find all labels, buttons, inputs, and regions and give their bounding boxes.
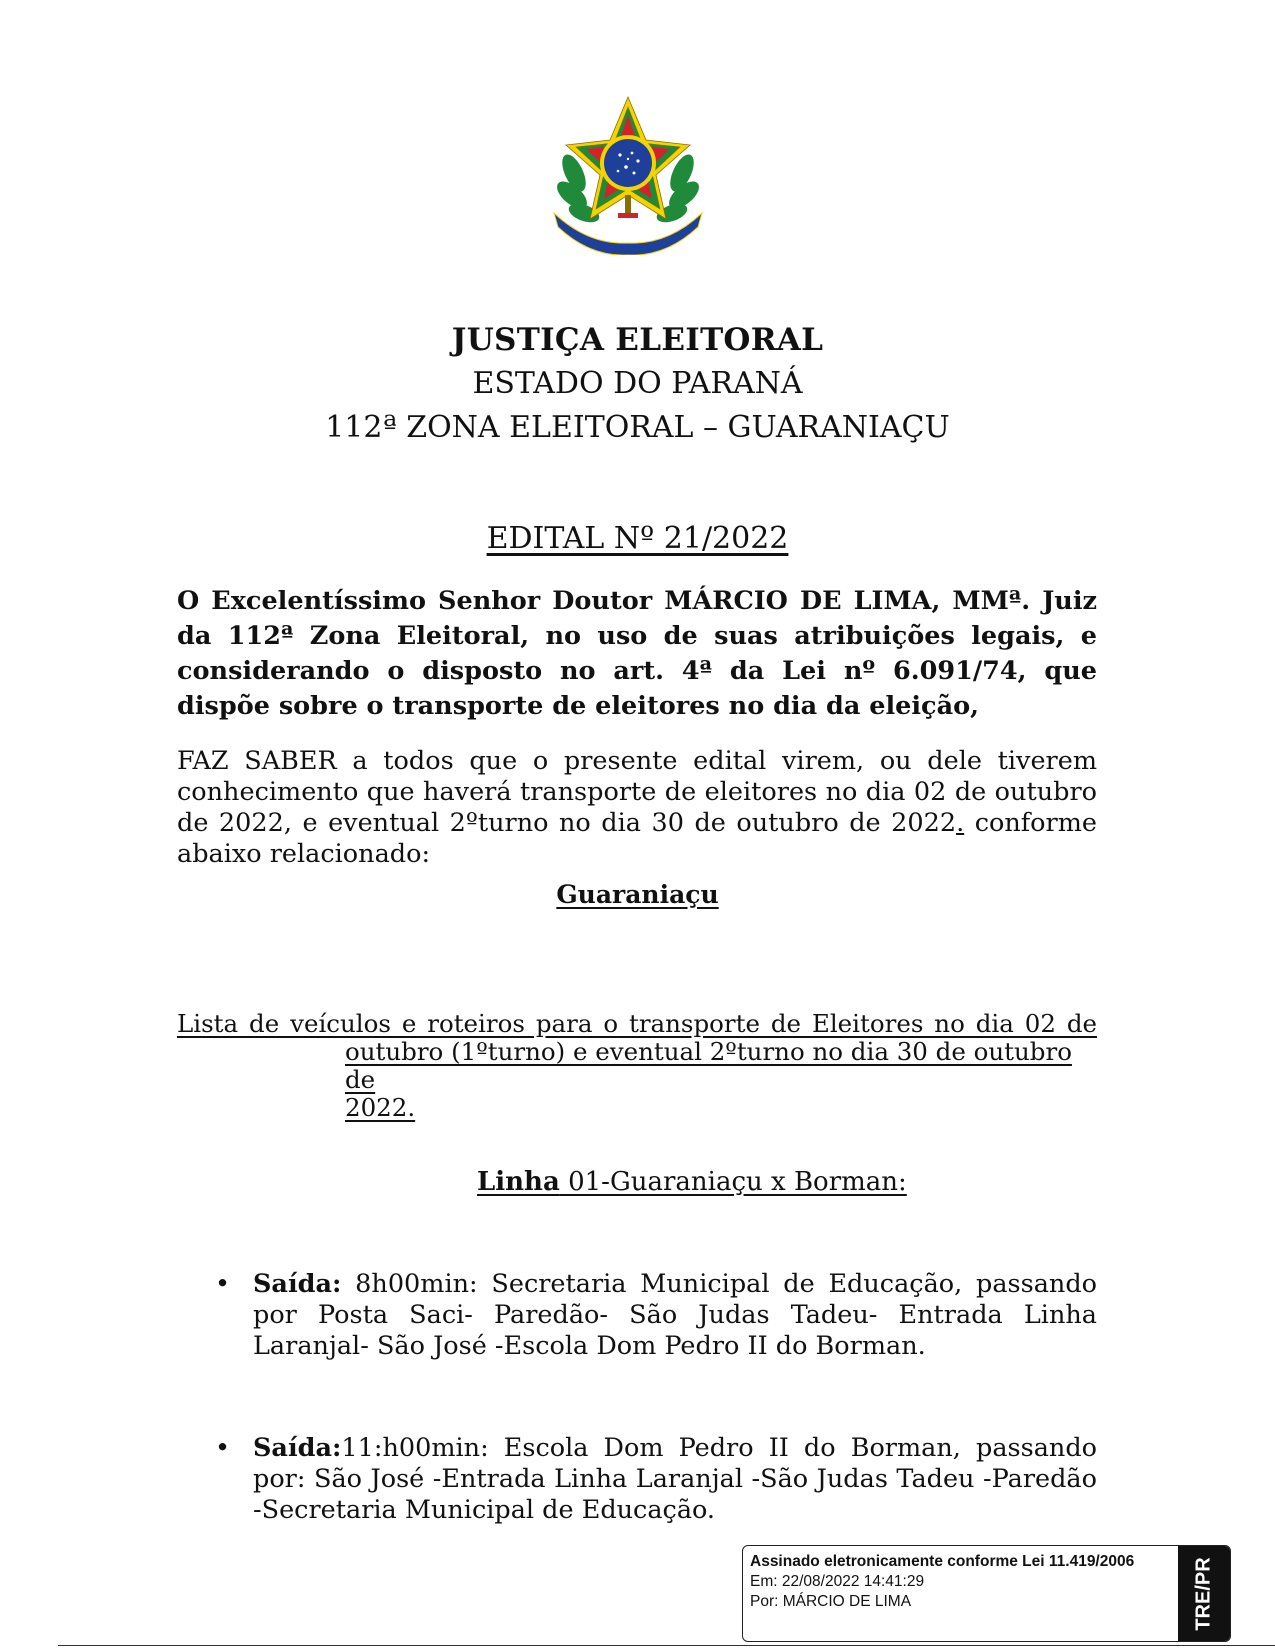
- vehicle-list-line-3: 2022.: [345, 1093, 416, 1122]
- vehicle-list-line-2: outubro (1ºturno) e eventual 2ºturno no dia 30 de outubro de: [345, 1037, 1072, 1094]
- intro-paragraph: O Excelentíssimo Senhor Doutor MÁRCIO DE LIMA, MMª. Juiz da 112ª Zona Eleitoral, no uso de suas atribuições legais, e considerando o disposto no art. 4ª da Lei nº 6.091/74, que dispõe sobre o transporte de eleitores no dia da eleição,: [177, 586, 1097, 721]
- edital-title-wrap: [0, 521, 1275, 556]
- signature-signer-line: Por: MÁRCIO DE LIMA: [750, 1593, 912, 1610]
- vehicle-list-heading: [177, 1010, 1097, 1122]
- signature-date-line: Em: 22/08/2022 14:41:29: [750, 1573, 925, 1590]
- route-item: [215, 1269, 1097, 1362]
- route-departure-label: Saída:: [253, 1433, 342, 1463]
- faz-saber-main: FAZ SABER a todos que o presente edital virem, ou dele tiverem conhecimento que haverá transporte de eleitores no dia 02 de outubro de 2022, e eventual 2ºturno no dia 30 de outubro de 2022: [177, 746, 1097, 838]
- court-title: JUSTIÇA ELEITORAL: [451, 322, 824, 358]
- signature-law-line: Assinado eletronicamente conforme Lei 11.419/2006: [750, 1553, 1135, 1570]
- brazil-coat-of-arms-icon: [548, 95, 708, 255]
- state-name: ESTADO DO PARANÁ: [472, 366, 803, 401]
- electronic-signature-stamp: [742, 1545, 1231, 1642]
- route-item-content: [253, 1433, 1097, 1526]
- route-line-heading: [477, 1167, 907, 1197]
- faz-saber-paragraph: [177, 746, 1097, 870]
- city-heading: Guaraniaçu: [556, 880, 719, 909]
- tre-pr-label: TRE/PR: [1192, 1556, 1215, 1631]
- route-description: 8h00min: Secretaria Municipal de Educação, passando por Posta Saci- Paredão- São Judas Tadeu- Entrada Linha Laranjal- São José -Escola Dom Pedro II do Borman.: [253, 1269, 1097, 1361]
- signature-text: [750, 1552, 1134, 1612]
- vehicle-list-line-1: Lista de veículos e roteiros para o transporte de Eleitores no dia 02 de: [177, 1009, 1097, 1038]
- route-line-label: Linha: [477, 1167, 560, 1197]
- faz-saber-dot: .: [956, 808, 965, 838]
- bullet-icon: •: [215, 1433, 231, 1463]
- route-line-text: 01-Guaraniaçu x Borman:: [559, 1167, 907, 1197]
- route-description: 11:h00min: Escola Dom Pedro II do Borman, passando por: São José -Entrada Linha Laranjal -São Judas Tadeu -Paredão -Secretaria Municipal de Educação.: [253, 1433, 1097, 1525]
- faz-saber-tail: conforme abaixo relacionado:: [177, 808, 1097, 869]
- page-bottom-divider: [58, 1645, 1275, 1646]
- route-item: [215, 1433, 1097, 1526]
- bullet-icon: •: [215, 1269, 231, 1299]
- route-item-content: [253, 1269, 1097, 1362]
- city-heading-wrap: [0, 880, 1275, 909]
- route-departure-label: Saída:: [253, 1269, 342, 1299]
- zone-name: 112ª ZONA ELEITORAL – GUARANIAÇU: [325, 410, 950, 445]
- tre-pr-badge: [1178, 1546, 1230, 1641]
- edital-title: EDITAL Nº 21/2022: [486, 521, 789, 556]
